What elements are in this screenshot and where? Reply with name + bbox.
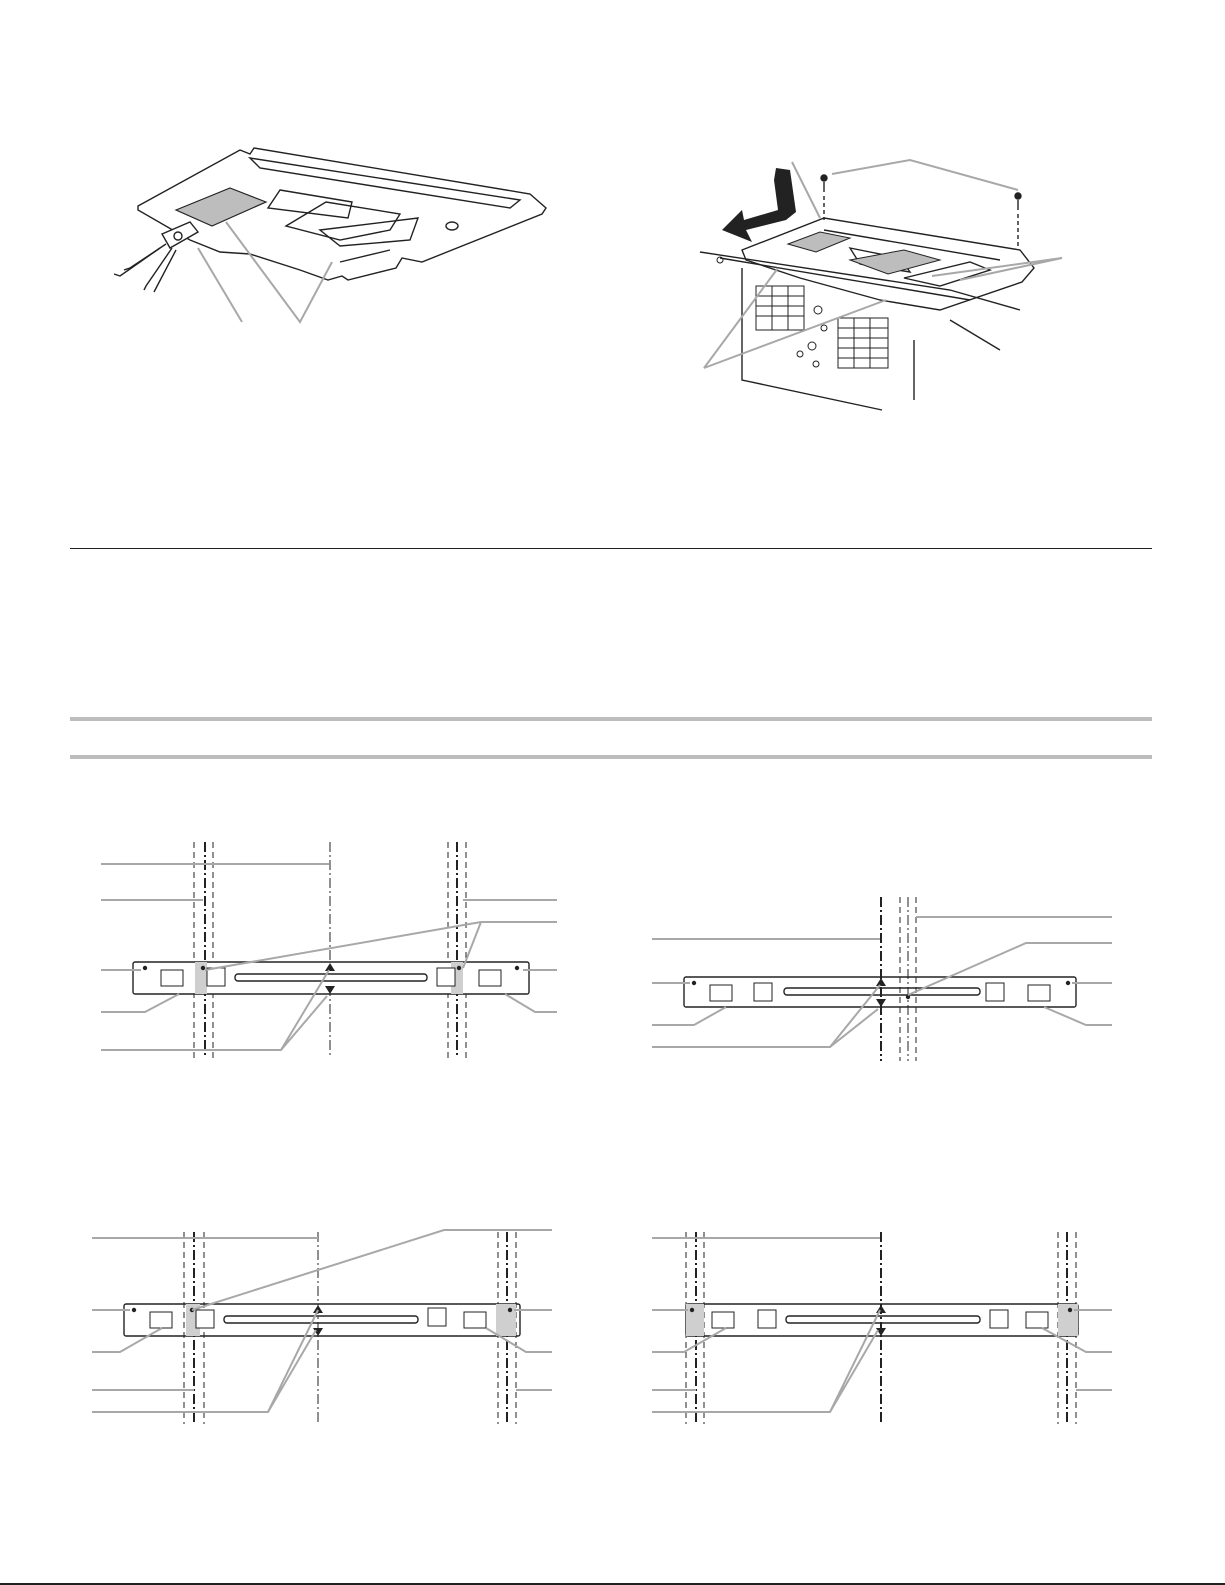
figure-template-bottom-right: [650, 1230, 1130, 1450]
vent-grille-left: [756, 286, 804, 330]
shaded-knockout-left: [788, 232, 850, 252]
centerlines: [881, 897, 916, 1061]
screw-icon: [1015, 193, 1021, 246]
direction-arrow-icon: [722, 168, 796, 242]
shaded-area: [686, 1304, 704, 1336]
shaded-knockout-right: [850, 250, 940, 274]
screw-icon: [821, 175, 827, 220]
section-band-top: [70, 717, 1152, 721]
leader-lines: [101, 864, 557, 1050]
figure-plate-cut: [90, 130, 650, 490]
centerlines: [194, 842, 466, 1058]
figure-template-bottom-left: [90, 1230, 570, 1450]
shaded-area: [496, 1304, 516, 1336]
cutters-icon: [114, 222, 198, 292]
leader-lines: [198, 222, 332, 322]
figure-template-top-right: [650, 895, 1130, 1075]
section-band-bottom: [70, 755, 1152, 759]
shaded-knockout: [176, 188, 266, 226]
section-divider: [70, 548, 1152, 549]
markers: [690, 1305, 1072, 1336]
shaded-area: [195, 962, 207, 994]
vent-grille-right: [838, 318, 888, 368]
figure-plate-install: [700, 150, 1080, 410]
figure-template-top-left: [95, 840, 575, 1070]
template-strip: [124, 1304, 520, 1336]
shaded-area: [1058, 1304, 1078, 1336]
